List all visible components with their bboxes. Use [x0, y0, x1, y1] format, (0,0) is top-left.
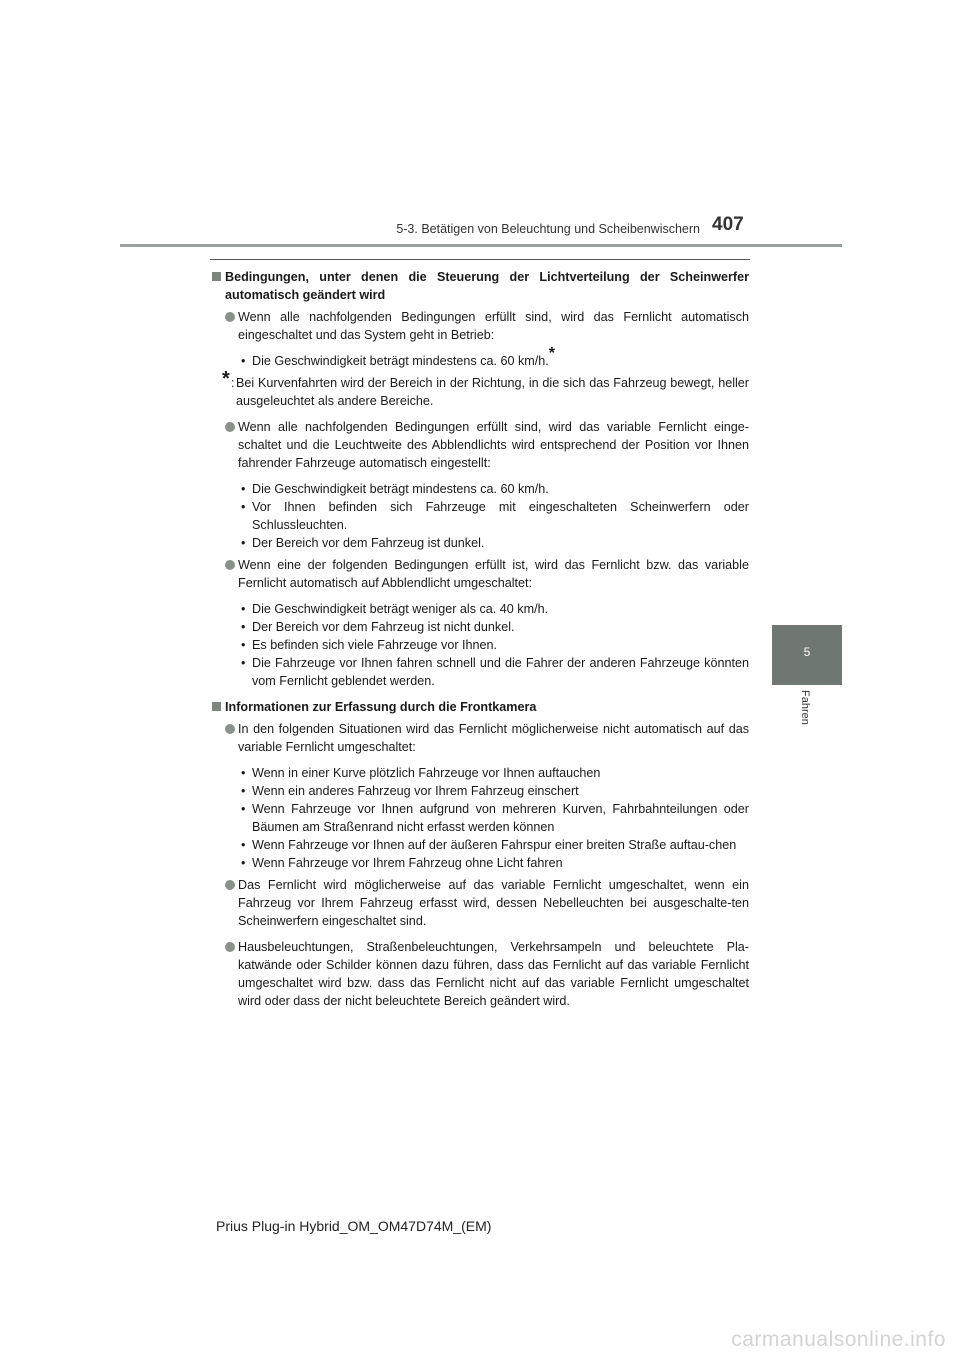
list-item-text: Die Fahrzeuge vor Ihnen fahren schnell und die Fahrer der anderen Fahrzeuge könnten vom Fernlicht geblendet werden. [252, 656, 749, 688]
list-marker: • [241, 536, 246, 550]
bullet-text: Hausbeleuchtungen, Straßenbeleuchtungen, Verkehrsampeln und beleuchtete Pla-katwände oder Schilder können dazu führen, dass das Fernlicht auf das variable Fernlicht umgeschaltet wird bzw. dass das Fernlicht nicht auf das variable Fernlicht umgeschaltet wird oder dass der nicht beleuchtete Bereich geändert wird. [238, 940, 749, 1008]
list-marker: • [241, 354, 246, 368]
running-header-title: 5-3. Betätigen von Beleuchtung und Scheibenwischern [396, 222, 700, 236]
section-divider [210, 259, 750, 260]
circle-bullet-icon [225, 942, 235, 952]
section-heading [212, 698, 749, 716]
circle-bullet-icon [225, 560, 235, 570]
bullet-paragraph [212, 876, 749, 930]
list-item [212, 600, 749, 618]
list-item [212, 654, 749, 690]
bullet-text: Wenn eine der folgenden Bedingungen erfüllt ist, wird das Fernlicht bzw. das variable Fernlicht automatisch auf Abblendlicht umgeschaltet: [238, 558, 749, 590]
page-number: 407 [712, 214, 744, 235]
list-marker: • [241, 482, 246, 496]
circle-bullet-icon [225, 312, 235, 322]
footnote-reference: * [548, 344, 556, 362]
list-item-text: Wenn Fahrzeuge vor Ihnen auf der äußeren Fahrspur einer breiten Straße auftau-chen [252, 838, 737, 852]
list-item [212, 480, 749, 498]
section-heading-text: Informationen zur Erfassung durch die Frontkamera [225, 700, 537, 714]
list-item-text: Es befinden sich viele Fahrzeuge vor Ihnen. [252, 638, 498, 652]
footer-model: Prius Plug-in Hybrid_OM_OM47D74M_(EM) [216, 1218, 492, 1234]
header-rule [120, 244, 842, 247]
list-marker: • [241, 856, 246, 870]
list-item [212, 764, 749, 782]
section-heading-text: Bedingungen, unter denen die Steuerung der Lichtverteilung der Scheinwerfer automatisch geändert wird [225, 270, 749, 302]
bullet-text: Wenn alle nachfolgenden Bedingungen erfüllt sind, wird das variable Fernlicht einge-schaltet und die Leuchtweite des Abblendlichts wird entsprechend der Position vor Ihnen fahrender Fahrzeuge automatisch eingestellt: [238, 420, 749, 470]
page-content [212, 268, 749, 1010]
list-marker: • [241, 784, 246, 798]
bullet-paragraph [212, 556, 749, 592]
circle-bullet-icon [225, 422, 235, 432]
bullet-paragraph [212, 938, 749, 1010]
list-marker: • [241, 620, 246, 634]
list-item [212, 836, 749, 854]
list-item [212, 854, 749, 872]
list-item-text: Wenn Fahrzeuge vor Ihnen aufgrund von mehreren Kurven, Fahrbahnteilungen oder Bäumen am Straßenrand nicht erfasst werden können [252, 802, 749, 834]
chapter-tab [772, 625, 842, 685]
bullet-text: In den folgenden Situationen wird das Fernlicht möglicherweise nicht automatisch auf das variable Fernlicht umgeschaltet: [238, 722, 749, 754]
list-item [212, 800, 749, 836]
footnote-text: Bei Kurvenfahrten wird der Bereich in der Richtung, in die sich das Fahrzeug bewegt, heller ausgeleuchtet als andere Bereiche. [236, 376, 749, 408]
list-item [212, 344, 749, 370]
list-item [212, 498, 749, 534]
list-item [212, 636, 749, 654]
list-item-text: Wenn Fahrzeuge vor Ihrem Fahrzeug ohne Licht fahren [252, 856, 563, 870]
list-marker: • [241, 838, 246, 852]
list-item [212, 782, 749, 800]
chapter-number: 5 [803, 645, 811, 659]
watermark: carmanualsonline.info [731, 1328, 946, 1351]
list-item-text: Die Geschwindigkeit beträgt mindestens ca. 60 km/h. [252, 354, 549, 368]
list-item-text: Wenn ein anderes Fahrzeug vor Ihrem Fahrzeug einschert [252, 784, 579, 798]
list-marker: • [241, 638, 246, 652]
list-item-text: Der Bereich vor dem Fahrzeug ist dunkel. [252, 536, 485, 550]
list-marker: • [241, 602, 246, 616]
list-item-text: Die Geschwindigkeit beträgt weniger als ca. 40 km/h. [252, 602, 549, 616]
section-heading [212, 268, 749, 304]
circle-bullet-icon [225, 724, 235, 734]
list-marker: • [241, 500, 246, 514]
bullet-text: Das Fernlicht wird möglicherweise auf das variable Fernlicht umgeschaltet, wenn ein Fahrzeug vor Ihrem Fahrzeug erfasst wird, dessen Nebelleuchten bei ausgeschalte-ten Scheinwerfern eingeschaltet sind. [238, 878, 749, 928]
list-item-text: Die Geschwindigkeit beträgt mindestens ca. 60 km/h. [252, 482, 549, 496]
circle-bullet-icon [225, 880, 235, 890]
list-marker: • [241, 766, 246, 780]
list-marker: • [241, 802, 246, 816]
list-item [212, 618, 749, 636]
bullet-paragraph [212, 418, 749, 472]
list-item-text: Der Bereich vor dem Fahrzeug ist nicht dunkel. [252, 620, 515, 634]
list-item [212, 534, 749, 552]
chapter-name: Fahren [799, 690, 811, 725]
footnote-star: * [222, 368, 230, 390]
footnote: * : Bei Kurvenfahrten wird der Bereich in der Richtung, in die sich das Fahrzeug bewegt, heller ausgeleuchtet als andere Bereiche. [222, 368, 749, 408]
list-item-text: Wenn in einer Kurve plötzlich Fahrzeuge vor Ihnen auftauchen [252, 766, 601, 780]
bullet-text: Wenn alle nachfolgenden Bedingungen erfüllt sind, wird das Fernlicht automatisch eingeschaltet und das System geht in Betrieb: [238, 310, 749, 342]
list-item-text: Vor Ihnen befinden sich Fahrzeuge mit eingeschalteten Scheinwerfern oder Schlussleuchten. [252, 500, 749, 532]
bullet-paragraph [212, 720, 749, 756]
square-bullet-icon [212, 702, 221, 711]
square-bullet-icon [212, 272, 221, 281]
bullet-paragraph [212, 308, 749, 344]
list-marker: • [241, 656, 246, 670]
